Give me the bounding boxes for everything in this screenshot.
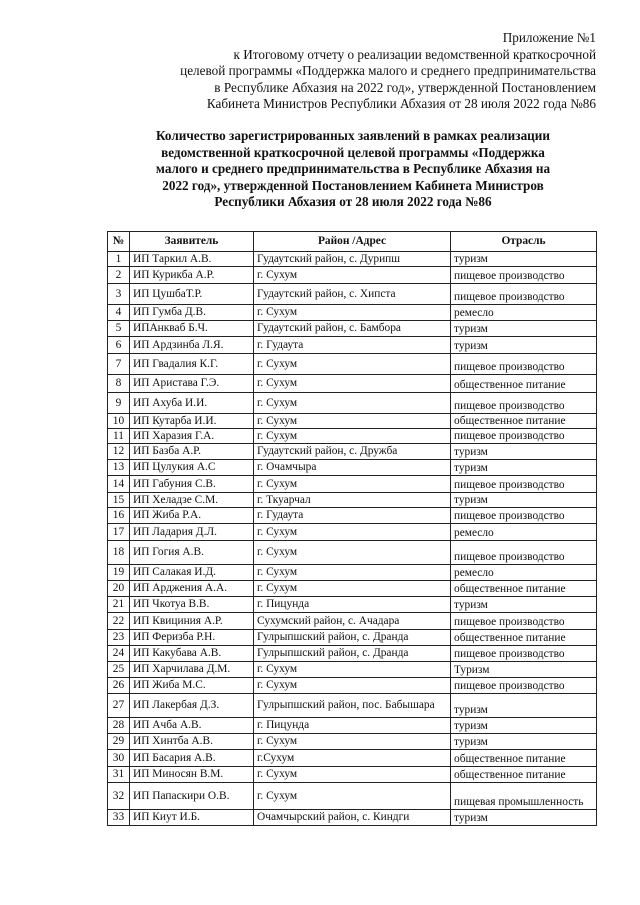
- appendix-line: Кабинета Министров Республики Абхазия от 28 июля 2022 года №86: [206, 96, 596, 111]
- table-row: [108, 414, 597, 429]
- cell-number: 21: [108, 597, 130, 613]
- cell-address: г. Сухум: [254, 783, 451, 810]
- cell-address: г. Сухум: [254, 767, 451, 783]
- cell-number: 24: [108, 646, 130, 662]
- cell-address: г. Сухум: [254, 305, 451, 321]
- table-row: [108, 524, 597, 541]
- cell-sector: туризм: [451, 321, 597, 337]
- cell-number: 2: [108, 267, 130, 284]
- cell-number: 6: [108, 337, 130, 354]
- cell-number: 18: [108, 541, 130, 565]
- column-header-number: №: [108, 232, 130, 252]
- cell-address: Гудаутский район, с. Бамбора: [254, 321, 451, 337]
- title-line: Республики Абхазия от 28 июля 2022 года №86: [214, 194, 492, 209]
- cell-applicant: ИП Чкотуа В.В.: [130, 597, 254, 613]
- cell-applicant: ИП Базба А.Р.: [130, 444, 254, 460]
- cell-sector: пищевая промышленность: [451, 783, 597, 810]
- cell-address: г. Сухум: [254, 541, 451, 565]
- cell-number: 31: [108, 767, 130, 783]
- cell-number: 20: [108, 581, 130, 597]
- table-row: [108, 662, 597, 678]
- table-row: [108, 429, 597, 444]
- cell-number: 19: [108, 565, 130, 581]
- cell-sector: общественное питание: [451, 750, 597, 767]
- table-row: [108, 678, 597, 694]
- cell-applicant: ИП Жиба М.С.: [130, 678, 254, 694]
- table-row: [108, 541, 597, 565]
- column-header-sector: Отрасль: [451, 232, 597, 252]
- cell-applicant: ИП Салакая И.Д.: [130, 565, 254, 581]
- table-row: [108, 783, 597, 810]
- appendix-line: к Итоговому отчету о реализации ведомственной краткосрочной: [233, 46, 596, 62]
- cell-applicant: ИП Курикба А.Р.: [130, 267, 254, 284]
- title-line: 2022 год», утвержденной Постановлением Кабинета Министров: [162, 177, 544, 193]
- cell-number: 22: [108, 613, 130, 630]
- cell-number: 32: [108, 783, 130, 810]
- cell-applicant: ИП Гогия А.В.: [130, 541, 254, 565]
- cell-number: 27: [108, 694, 130, 718]
- cell-address: Сухумский район, с. Ачадара: [254, 613, 451, 630]
- cell-number: 25: [108, 662, 130, 678]
- cell-sector: пищевое производство: [451, 508, 597, 524]
- cell-address: г. Очамчыра: [254, 460, 451, 476]
- table-row: [108, 508, 597, 524]
- title-line: ведомственной краткосрочной целевой программы «Поддержка: [161, 144, 545, 160]
- table-row: [108, 460, 597, 476]
- appendix-line: в Республике Абхазия на 2022 год», утвержденной Постановлением: [214, 79, 596, 95]
- table-row: [108, 630, 597, 646]
- cell-applicant: ИП Ахуба И.И.: [130, 393, 254, 414]
- table-row: [108, 718, 597, 734]
- cell-applicant: ИП Арджения А.А.: [130, 581, 254, 597]
- table-row: [108, 810, 597, 826]
- cell-number: 3: [108, 284, 130, 305]
- cell-applicant: ИП Квициния А.Р.: [130, 613, 254, 630]
- cell-address: Гулрыпшский район, пос. Бабышара: [254, 694, 451, 718]
- cell-address: г. Сухум: [254, 678, 451, 694]
- cell-sector: пищевое производство: [451, 429, 597, 444]
- cell-address: г. Ткуарчал: [254, 493, 451, 508]
- cell-address: г.Сухум: [254, 750, 451, 767]
- cell-address: г. Сухум: [254, 414, 451, 429]
- cell-address: г. Сухум: [254, 354, 451, 375]
- cell-applicant: ИП Габуния С.В.: [130, 476, 254, 493]
- table-row: [108, 252, 597, 267]
- cell-applicant: ИП Жиба Р.А.: [130, 508, 254, 524]
- cell-applicant: ИП Хинтба А.В.: [130, 734, 254, 750]
- cell-sector: общественное питание: [451, 414, 597, 429]
- cell-number: 5: [108, 321, 130, 337]
- title-line: малого и среднего предпринимательства в Республике Абхазия на: [155, 161, 551, 176]
- cell-applicant: ИП Ачба А.В.: [130, 718, 254, 734]
- table-row: [108, 493, 597, 508]
- cell-address: Гулрыпшский район, с. Дранда: [254, 630, 451, 646]
- cell-address: Гудаутский район, с. Дружба: [254, 444, 451, 460]
- cell-number: 1: [108, 252, 130, 267]
- table-row: [108, 581, 597, 597]
- cell-sector: пищевое производство: [451, 646, 597, 662]
- cell-number: 14: [108, 476, 130, 493]
- table-row: [108, 613, 597, 630]
- cell-address: г. Сухум: [254, 662, 451, 678]
- table-row: [108, 284, 597, 305]
- cell-sector: общественное питание: [451, 581, 597, 597]
- cell-applicant: ИП Киут И.Б.: [130, 810, 254, 826]
- column-header-address: Район /Адрес: [254, 232, 451, 252]
- table-row: [108, 476, 597, 493]
- table-row: [108, 597, 597, 613]
- cell-address: г. Сухум: [254, 429, 451, 444]
- cell-sector: пищевое производство: [451, 267, 597, 284]
- cell-sector: туризм: [451, 252, 597, 267]
- cell-applicant: ИП Лакербая Д.З.: [130, 694, 254, 718]
- cell-sector: туризм: [451, 460, 597, 476]
- cell-sector: Туризм: [451, 662, 597, 678]
- cell-number: 17: [108, 524, 130, 541]
- cell-address: г. Сухум: [254, 476, 451, 493]
- cell-sector: туризм: [451, 337, 597, 354]
- cell-number: 28: [108, 718, 130, 734]
- cell-address: г. Сухум: [254, 375, 451, 393]
- cell-sector: пищевое производство: [451, 541, 597, 565]
- cell-applicant: ИП Ладария Д.Л.: [130, 524, 254, 541]
- appendix-line: Приложение №1: [502, 30, 596, 45]
- table-row: [108, 267, 597, 284]
- cell-address: г. Сухум: [254, 393, 451, 414]
- table-body: [108, 252, 597, 826]
- table-row: [108, 305, 597, 321]
- cell-address: г. Гудаута: [254, 337, 451, 354]
- cell-sector: ремесло: [451, 565, 597, 581]
- cell-sector: пищевое производство: [451, 476, 597, 493]
- cell-number: 16: [108, 508, 130, 524]
- table-row: [108, 646, 597, 662]
- appendix-note: [120, 30, 596, 113]
- table-row: [108, 565, 597, 581]
- cell-address: Очамчырский район, с. Киндги: [254, 810, 451, 826]
- cell-applicant: ИП Гумба Д.В.: [130, 305, 254, 321]
- cell-number: 15: [108, 493, 130, 508]
- cell-number: 11: [108, 429, 130, 444]
- cell-applicant: ИП Басария А.В.: [130, 750, 254, 767]
- cell-address: г. Сухум: [254, 565, 451, 581]
- cell-number: 26: [108, 678, 130, 694]
- cell-address: г. Сухум: [254, 734, 451, 750]
- cell-sector: ремесло: [451, 524, 597, 541]
- cell-address: г. Пицунда: [254, 597, 451, 613]
- cell-sector: общественное питание: [451, 375, 597, 393]
- table-row: [108, 321, 597, 337]
- cell-applicant: ИП Кутарба И.И.: [130, 414, 254, 429]
- title-line: Количество зарегистрированных заявлений в рамках реализации: [156, 128, 550, 143]
- cell-number: 7: [108, 354, 130, 375]
- cell-applicant: ИПАнкваб Б.Ч.: [130, 321, 254, 337]
- table-row: [108, 354, 597, 375]
- cell-number: 9: [108, 393, 130, 414]
- cell-applicant: ИП Харчилава Д.М.: [130, 662, 254, 678]
- cell-applicant: ИП Хеладзе С.М.: [130, 493, 254, 508]
- cell-number: 23: [108, 630, 130, 646]
- cell-sector: ремесло: [451, 305, 597, 321]
- document-title: [110, 128, 596, 211]
- cell-applicant: ИП Гвадалия К.Г.: [130, 354, 254, 375]
- table-row: [108, 393, 597, 414]
- cell-address: Гудаутский район, с. Хипста: [254, 284, 451, 305]
- cell-sector: туризм: [451, 493, 597, 508]
- cell-applicant: ИП Харазия Г.А.: [130, 429, 254, 444]
- cell-sector: пищевое производство: [451, 354, 597, 375]
- cell-address: г. Сухум: [254, 581, 451, 597]
- table-header-row: [108, 232, 597, 252]
- table-row: [108, 694, 597, 718]
- cell-address: Гулрыпшский район, с. Дранда: [254, 646, 451, 662]
- cell-number: 33: [108, 810, 130, 826]
- cell-number: 29: [108, 734, 130, 750]
- cell-address: Гудаутский район, с. Дурипш: [254, 252, 451, 267]
- cell-address: г. Сухум: [254, 524, 451, 541]
- cell-applicant: ИП Цулукия А.С: [130, 460, 254, 476]
- cell-sector: общественное питание: [451, 767, 597, 783]
- applications-table: [107, 231, 597, 826]
- table-row: [108, 337, 597, 354]
- table-row: [108, 375, 597, 393]
- cell-number: 30: [108, 750, 130, 767]
- cell-sector: туризм: [451, 810, 597, 826]
- cell-sector: общественное питание: [451, 630, 597, 646]
- cell-address: г. Пицунда: [254, 718, 451, 734]
- cell-applicant: ИП Какубава А.В.: [130, 646, 254, 662]
- cell-sector: пищевое производство: [451, 284, 597, 305]
- cell-sector: туризм: [451, 734, 597, 750]
- cell-sector: туризм: [451, 718, 597, 734]
- cell-applicant: ИП Феризба Р.Н.: [130, 630, 254, 646]
- cell-applicant: ИП Ардзинба Л.Я.: [130, 337, 254, 354]
- cell-applicant: ИП Папаскири О.В.: [130, 783, 254, 810]
- cell-sector: пищевое производство: [451, 393, 597, 414]
- cell-number: 10: [108, 414, 130, 429]
- table-row: [108, 750, 597, 767]
- table-row: [108, 444, 597, 460]
- table-row: [108, 734, 597, 750]
- cell-applicant: ИП Таркил А.В.: [130, 252, 254, 267]
- cell-applicant: ИП Миносян В.М.: [130, 767, 254, 783]
- table-row: [108, 767, 597, 783]
- cell-number: 4: [108, 305, 130, 321]
- cell-number: 13: [108, 460, 130, 476]
- cell-number: 12: [108, 444, 130, 460]
- cell-sector: туризм: [451, 597, 597, 613]
- cell-sector: туризм: [451, 694, 597, 718]
- cell-applicant: ИП Аристава Г.Э.: [130, 375, 254, 393]
- column-header-applicant: Заявитель: [130, 232, 254, 252]
- cell-sector: пищевое производство: [451, 678, 597, 694]
- cell-address: г. Гудаута: [254, 508, 451, 524]
- cell-sector: туризм: [451, 444, 597, 460]
- appendix-line: целевой программы «Поддержка малого и среднего предпринимательства: [180, 63, 596, 78]
- cell-applicant: ИП ЦушбаТ.Р.: [130, 284, 254, 305]
- cell-number: 8: [108, 375, 130, 393]
- cell-address: г. Сухум: [254, 267, 451, 284]
- cell-sector: пищевое производство: [451, 613, 597, 630]
